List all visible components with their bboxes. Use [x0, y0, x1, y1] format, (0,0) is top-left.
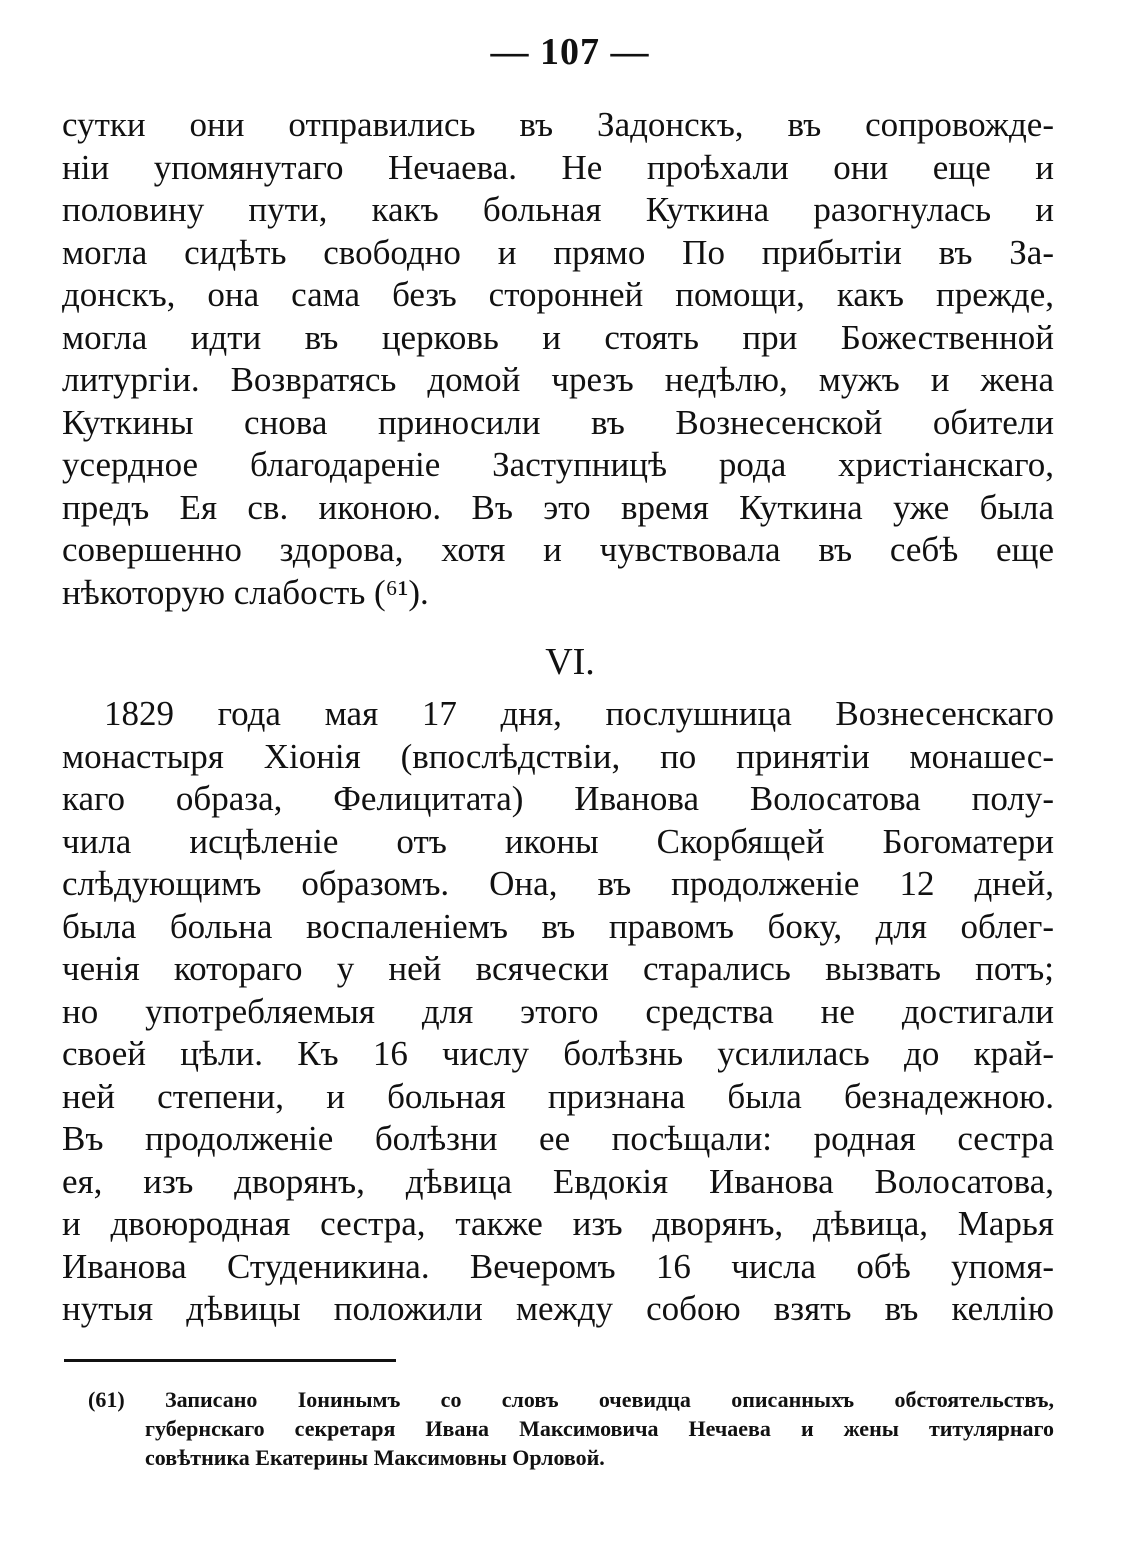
footnote-61 [88, 1385, 1054, 1472]
text-line: слѣдующимъ образомъ. Она, въ продолженіе 12 дней, [62, 864, 1054, 903]
text-line: ченія котораго у ней всячески старались вызвать потъ; [62, 949, 1054, 988]
footnote-line: (61) Записано Іонинымъ со словъ очевидца описанныхъ обстоятельствъ, [88, 1387, 1054, 1412]
page-number: — 107 — [490, 31, 650, 73]
footnote-line: губернскаго секретаря Ивана Максимовича Нечаева и жены титулярнаго [145, 1416, 1054, 1441]
text-line: Въ продолженіе болѣзни ее посѣщали: родная сестра [62, 1119, 1054, 1158]
text-line: Куткины снова приносили въ Вознесенской обители [62, 402, 1054, 442]
text-line: своей цѣли. Къ 16 числу болѣзнь усилилась до край- [62, 1034, 1054, 1073]
paragraph-continued [62, 104, 1054, 614]
text-line: ніи упомянутаго Нечаева. Не проѣхали они еще и [62, 147, 1054, 187]
footnote-divider [64, 1359, 396, 1362]
text-line: ней степени, и больная признана была безнадежною. [62, 1076, 1054, 1116]
text-line: и двоюродная сестра, также изъ дворянъ, дѣвица, Марья [62, 1204, 1054, 1243]
text-line: могла идти въ церковь и стоять при Божественной [62, 317, 1054, 357]
text-line: ея, изъ дворянъ, дѣвица Евдокія Иванова Волосатова, [62, 1161, 1054, 1201]
text-line: половину пути, какъ больная Куткина разогнулась и [62, 190, 1054, 229]
text-line: каго образа, Фелицитата) Иванова Волосатова полу- [62, 779, 1054, 818]
section-heading: VI. [545, 641, 595, 683]
text-line: была больна воспаленіемъ въ правомъ боку, для облег- [62, 906, 1054, 946]
text-line: Иванова Студеникина. Вечеромъ 16 числа обѣ упомя- [62, 1246, 1054, 1286]
text-line: совершенно здорова, хотя и чувствовала въ себѣ еще [62, 530, 1054, 569]
footnote-line: совѣтника Екатерины Максимовны Орловой. [145, 1445, 605, 1470]
text-line: предъ Ея св. иконою. Въ это время Куткина уже была [62, 487, 1054, 527]
text-line: усердное благодареніе Заступницѣ рода христіанскаго, [62, 445, 1054, 484]
text-line: чила исцѣленіе отъ иконы Скорбящей Богоматери [62, 821, 1054, 861]
text-line: 1829 года мая 17 дня, послушница Вознесенскаго [104, 694, 1054, 733]
text-line: монастыря Хіонія (впослѣдствіи, по принятіи монашес- [62, 736, 1054, 776]
text-line: нѣкоторую слабость (⁶¹). [62, 572, 429, 612]
text-line: литургіи. Возвратясь домой чрезъ недѣлю, мужъ и жена [62, 360, 1054, 399]
text-line: но употребляемыя для этого средства не достигали [62, 991, 1054, 1031]
text-line: донскъ, она сама безъ сторонней помощи, какъ прежде, [62, 275, 1054, 314]
text-line: сутки они отправились въ Задонскъ, въ сопровожде- [62, 105, 1054, 144]
text-line: могла сидѣть свободно и прямо По прибытіи въ За- [62, 232, 1054, 272]
text-line: нутыя дѣвицы положили между собою взять въ келлію [62, 1289, 1054, 1328]
paragraph-section-vi [62, 693, 1054, 1331]
